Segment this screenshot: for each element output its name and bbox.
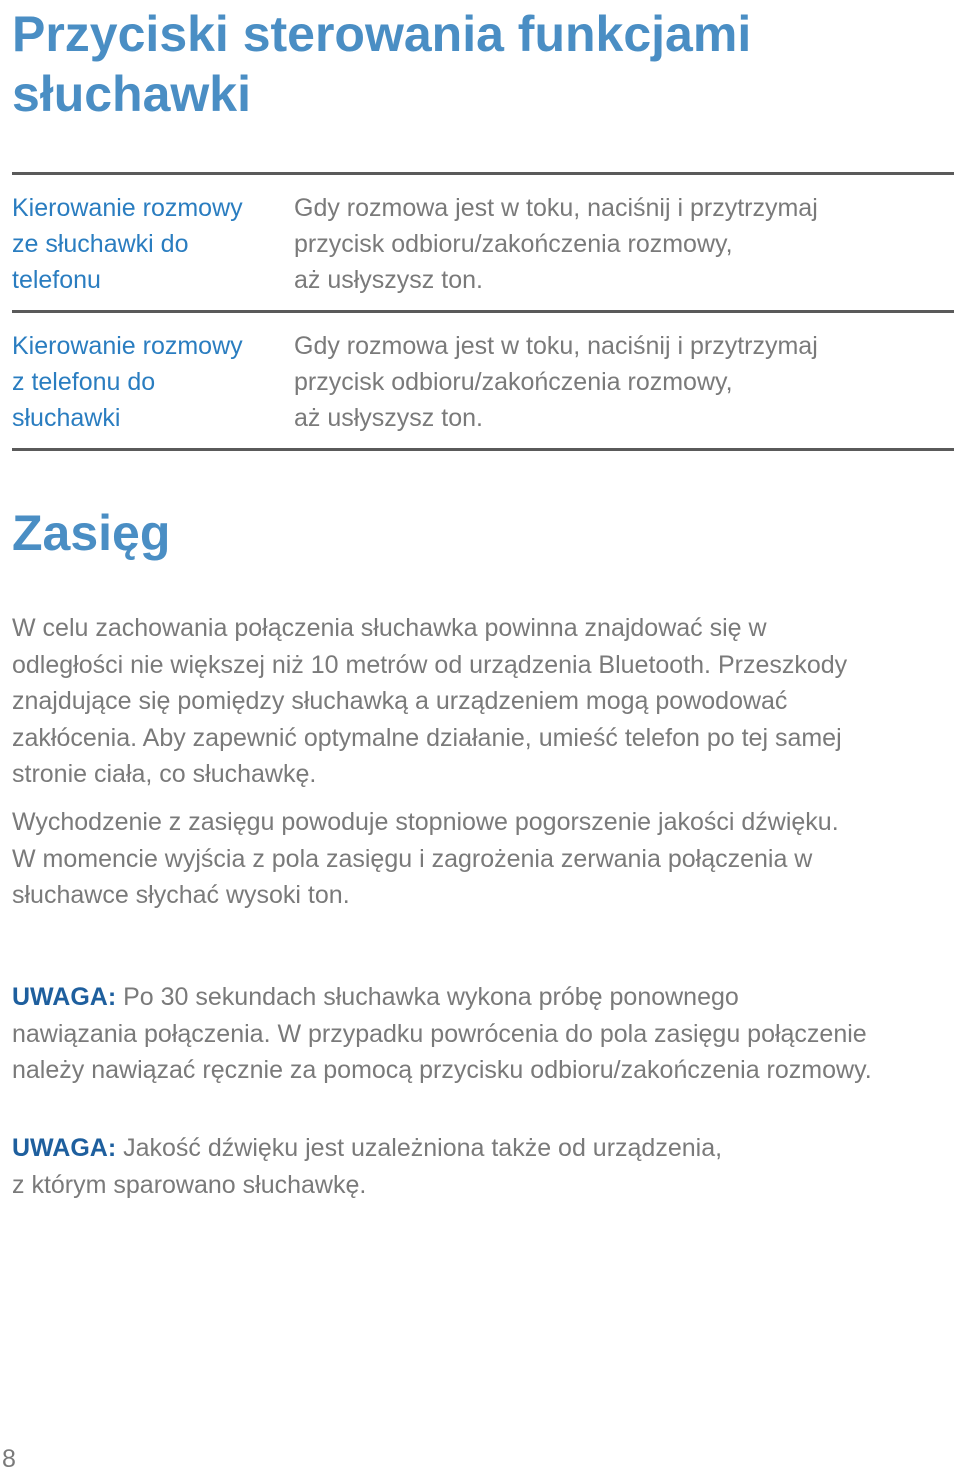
paragraph-line: stronie ciała, co słuchawkę.: [12, 760, 317, 788]
page-title-line-2: słuchawki: [12, 66, 251, 122]
page-title: [12, 4, 912, 124]
section-title-range: Zasięg: [12, 505, 171, 561]
note-text-line: Po 30 sekundach słuchawka wykona próbę ponownego: [116, 983, 739, 1011]
paragraph-line: Wychodzenie z zasięgu powoduje stopniowe pogorszenie jakości dźwięku.: [12, 808, 839, 836]
note-sound-quality: [12, 1130, 952, 1203]
page-title-line-1: Przyciski sterowania funkcjami: [12, 6, 752, 62]
paragraph-line: odległości nie większej niż 10 metrów od urządzenia Bluetooth. Przeszkody: [12, 650, 848, 679]
table-row-label: [12, 328, 294, 448]
label-line: słuchawki: [12, 404, 121, 432]
label-line: Kierowanie rozmowy: [12, 194, 243, 222]
description-line: przycisk odbioru/zakończenia rozmowy,: [294, 230, 733, 258]
page-number: 8: [2, 1445, 16, 1473]
table-row-description: [294, 328, 954, 448]
label-line: z telefonu do: [12, 368, 156, 396]
paragraph-line: W momencie wyjścia z pola zasięgu i zagrożenia zerwania połączenia w: [12, 844, 813, 873]
table-row-label: [12, 190, 294, 310]
description-line: przycisk odbioru/zakończenia rozmowy,: [294, 368, 733, 396]
range-paragraph-2: [12, 804, 952, 914]
controls-table: [12, 172, 954, 451]
paragraph-line: W celu zachowania połączenia słuchawka powinna znajdować się w: [12, 614, 767, 642]
note-label: UWAGA:: [12, 983, 117, 1011]
table-row: [12, 310, 954, 451]
note-label: UWAGA:: [12, 1134, 117, 1162]
label-line: Kierowanie rozmowy: [12, 332, 243, 360]
description-line: Gdy rozmowa jest w toku, naciśnij i przytrzymaj: [294, 194, 818, 222]
note-text-line: z którym sparowano słuchawkę.: [12, 1170, 367, 1199]
note-reconnect: [12, 979, 952, 1089]
note-text-line: nawiązania połączenia. W przypadku powrócenia do pola zasięgu połączenie: [12, 1019, 867, 1048]
note-text-line: należy nawiązać ręcznie za pomocą przycisku odbioru/zakończenia rozmowy.: [12, 1056, 872, 1084]
description-line: aż usłyszysz ton.: [294, 266, 483, 294]
label-line: telefonu: [12, 266, 101, 294]
paragraph-line: znajdujące się pomiędzy słuchawką a urządzeniem mogą powodować: [12, 687, 788, 715]
paragraph-line: słuchawce słychać wysoki ton.: [12, 881, 350, 909]
table-row-description: [294, 190, 954, 310]
description-line: aż usłyszysz ton.: [294, 404, 483, 432]
label-line: ze słuchawki do: [12, 230, 189, 258]
range-paragraph-1: [12, 610, 952, 793]
description-line: Gdy rozmowa jest w toku, naciśnij i przytrzymaj: [294, 332, 818, 360]
table-row: [12, 172, 954, 310]
note-text-line: Jakość dźwięku jest uzależniona także od urządzenia,: [116, 1134, 723, 1162]
paragraph-line: zakłócenia. Aby zapewnić optymalne działanie, umieść telefon po tej samej: [12, 723, 842, 752]
